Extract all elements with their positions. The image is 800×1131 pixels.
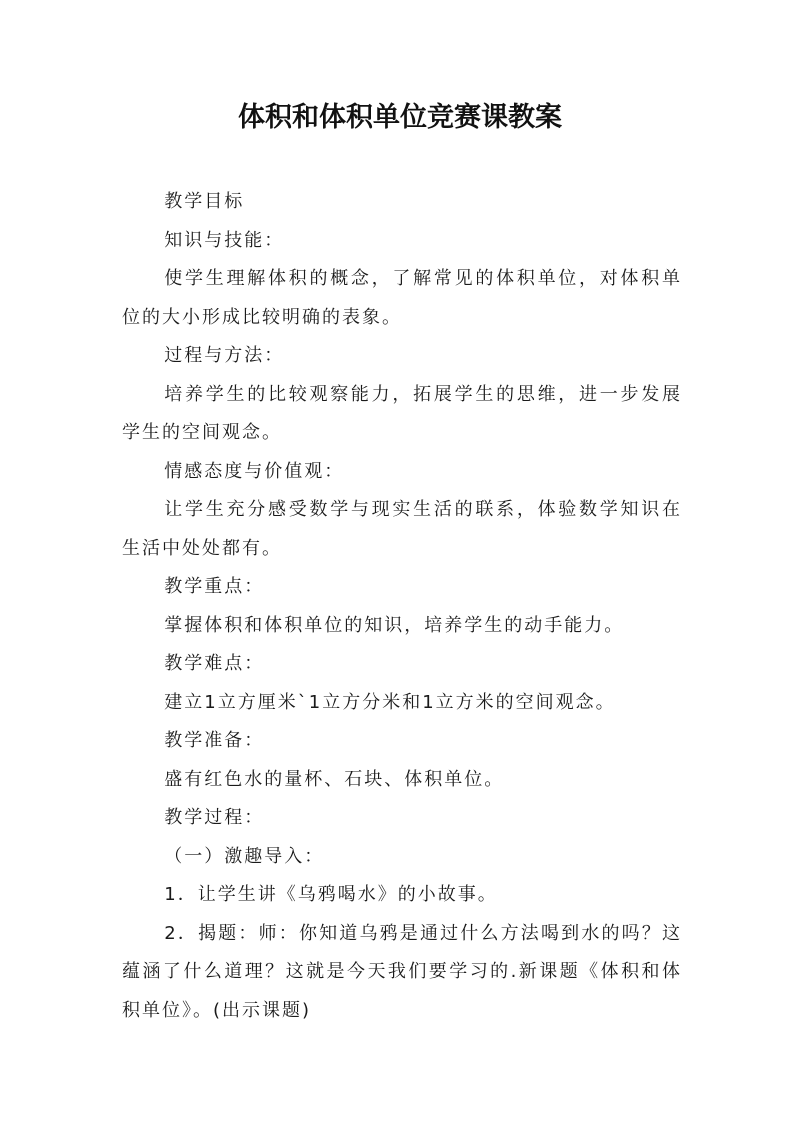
subheading-knowledge-skills: 知识与技能：: [164, 229, 285, 251]
section-heading-objectives: 教学目标: [164, 191, 245, 212]
subheading-attitude-values: 情感态度与价值观：: [164, 460, 345, 482]
subheading-process-method: 过程与方法：: [164, 345, 285, 366]
paragraph-key-points: 掌握体积和体积单位的知识，培养学生的动手能力。: [164, 614, 625, 636]
paragraph-difficulties: 建立1立方厘米`1立方分米和1立方米的空间观念。: [164, 691, 616, 713]
section-heading-preparation: 教学准备：: [164, 730, 265, 751]
paragraph-preparation: 盛有红色水的量杯、石块、体积单位。: [164, 768, 505, 790]
paragraph-process-method: 培养学生的比较观察能力，拓展学生的思维，进一步发展学生的空间观念。: [122, 383, 682, 443]
section-heading-key-points: 教学重点：: [164, 576, 265, 597]
document-body: [122, 183, 682, 1030]
list-item-1: 1．让学生讲《乌鸦喝水》的小故事。: [164, 884, 498, 905]
paragraph-attitude-values: 让学生充分感受数学与现实生活的联系，体验数学知识在生活中处处都有。: [122, 499, 682, 559]
list-item-2: 2．揭题：师：你知道乌鸦是通过什么方法喝到水的吗？这蕴涵了什么道理？这就是今天我们要学习的.新课题《体积和体积单位》。(出示课题): [122, 922, 682, 1021]
paragraph-knowledge-skills: 使学生理解体积的概念，了解常见的体积单位，对体积单位的大小形成比较明确的表象。: [122, 268, 682, 328]
section-heading-difficulties: 教学难点：: [164, 653, 265, 674]
subheading-introduction: （一）激趣导入：: [164, 845, 325, 867]
section-heading-process: 教学过程：: [164, 807, 265, 828]
document-title: 体积和体积单位竞赛课教案: [238, 102, 562, 133]
